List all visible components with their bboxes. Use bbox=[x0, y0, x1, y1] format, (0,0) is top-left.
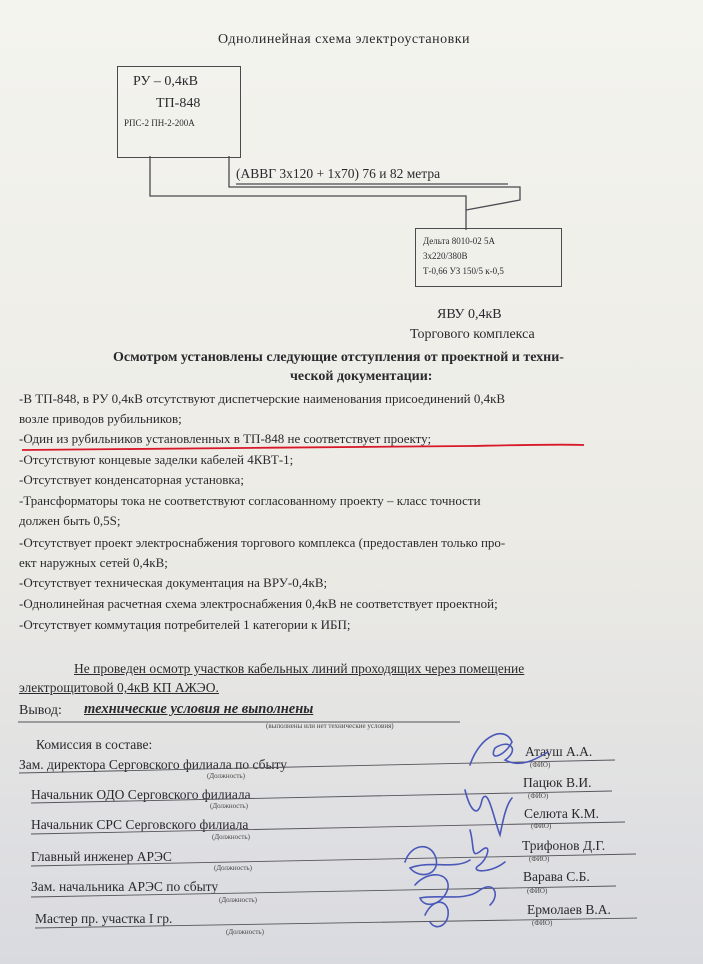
name-hint: (ФИО) bbox=[528, 792, 549, 800]
finding-line: -Однолинейная расчетная схема электроснабжения 0,4кВ не соответствует проектной; bbox=[19, 596, 498, 611]
position-hint: (Должность) bbox=[212, 833, 250, 841]
note-line: Не проведен осмотр участков кабельных линий проходящих через помещение bbox=[74, 661, 525, 676]
name-hint: (ФИО) bbox=[527, 887, 548, 895]
cable-spec: (АВВГ 3х120 + 1х70) 76 и 82 метра bbox=[236, 166, 441, 181]
member-name: Атауш А.А. bbox=[525, 744, 593, 759]
finding-line: -Отсутствует коммутация потребителей 1 категории к ИБП; bbox=[19, 617, 351, 632]
member-name: Ермолаев В.А. bbox=[527, 902, 611, 917]
meter-model: Дельта 8010-02 5А bbox=[423, 236, 496, 246]
finding-line: -Отсутствует техническая документация на ВРУ-0,4кВ; bbox=[19, 575, 328, 590]
name-hint: (ФИО) bbox=[530, 761, 551, 769]
conclusion-label: Вывод: bbox=[19, 703, 62, 718]
finding-line: -Отсутствует конденсаторная установка; bbox=[19, 472, 244, 487]
conclusion-hint: (выполнены или нет технические условия) bbox=[266, 722, 394, 730]
finding-line: -В ТП-848, в РУ 0,4кВ отсутствуют диспетчерские наименования присоединений 0,4кВ bbox=[19, 391, 506, 406]
note-line: электрощитовой 0,4кВ КП АЖЭО. bbox=[19, 680, 219, 695]
name-hint: (ФИО) bbox=[532, 919, 553, 927]
yavu-label: ЯВУ 0,4кВ bbox=[437, 307, 502, 322]
blank-lines bbox=[18, 722, 637, 928]
ru-voltage-label: РУ – 0,4кВ bbox=[133, 74, 198, 89]
member-name: Селюта К.М. bbox=[524, 806, 599, 821]
finding-line: должен быть 0,5S; bbox=[19, 513, 121, 528]
finding-line: ект наружных сетей 0,4кВ; bbox=[19, 555, 168, 570]
position-hint: (Должность) bbox=[207, 772, 245, 780]
finding-line: -Отсутствует проект электроснабжения торгового комплекса (предоставлен только про- bbox=[19, 535, 506, 550]
substation-label: ТП-848 bbox=[156, 96, 201, 111]
position-hint: (Должность) bbox=[214, 864, 252, 872]
finding-line: -Трансформаторы тока не соответствуют согласованному проекту – класс точности bbox=[19, 493, 481, 508]
meter-voltage: 3х220/380В bbox=[423, 251, 468, 261]
member-position: Зам. директора Серговского филиала по сбыту bbox=[19, 757, 288, 772]
findings-heading-cont: ческой документации: bbox=[290, 369, 433, 384]
finding-line-highlighted: -Один из рубильников установленных в ТП-848 не соответствует проекту; bbox=[19, 431, 432, 446]
member-name: Трифонов Д.Г. bbox=[522, 838, 606, 853]
member-position: Зам. начальника АРЭС по сбыту bbox=[31, 879, 219, 894]
finding-line: возле приводов рубильников; bbox=[19, 411, 182, 426]
switch-label: РПС-2 ПН-2-200А bbox=[124, 118, 195, 128]
name-hint: (ФИО) bbox=[529, 855, 550, 863]
page-title: Однолинейная схема электроустановки bbox=[218, 32, 470, 47]
name-hint: (ФИО) bbox=[531, 822, 552, 830]
member-name: Пацюк В.И. bbox=[523, 775, 592, 790]
member-position: Мастер пр. участка I гр. bbox=[35, 911, 173, 926]
member-position: Главный инженер АРЭС bbox=[31, 849, 172, 864]
commission-label: Комиссия в составе: bbox=[36, 737, 153, 752]
current-transformer: Т-0,66 УЗ 150/5 к-0,5 bbox=[423, 266, 504, 276]
findings-heading: Осмотром установлены следующие отступления от проектной и техни- bbox=[113, 350, 564, 365]
yavu-owner: Торгового комплекса bbox=[410, 327, 535, 342]
position-hint: (Должность) bbox=[210, 802, 248, 810]
member-position: Начальник ОДО Серговского филиала bbox=[31, 787, 251, 802]
position-hint: (Должность) bbox=[219, 896, 257, 904]
conclusion-value: технические условия не выполнены bbox=[84, 701, 314, 717]
position-hint: (Должность) bbox=[226, 928, 264, 936]
member-position: Начальник СРС Серговского филиала bbox=[31, 817, 249, 832]
finding-line: -Отсутствуют концевые заделки кабелей 4КВТ-1; bbox=[19, 452, 294, 467]
member-name: Варава С.Б. bbox=[523, 869, 590, 884]
